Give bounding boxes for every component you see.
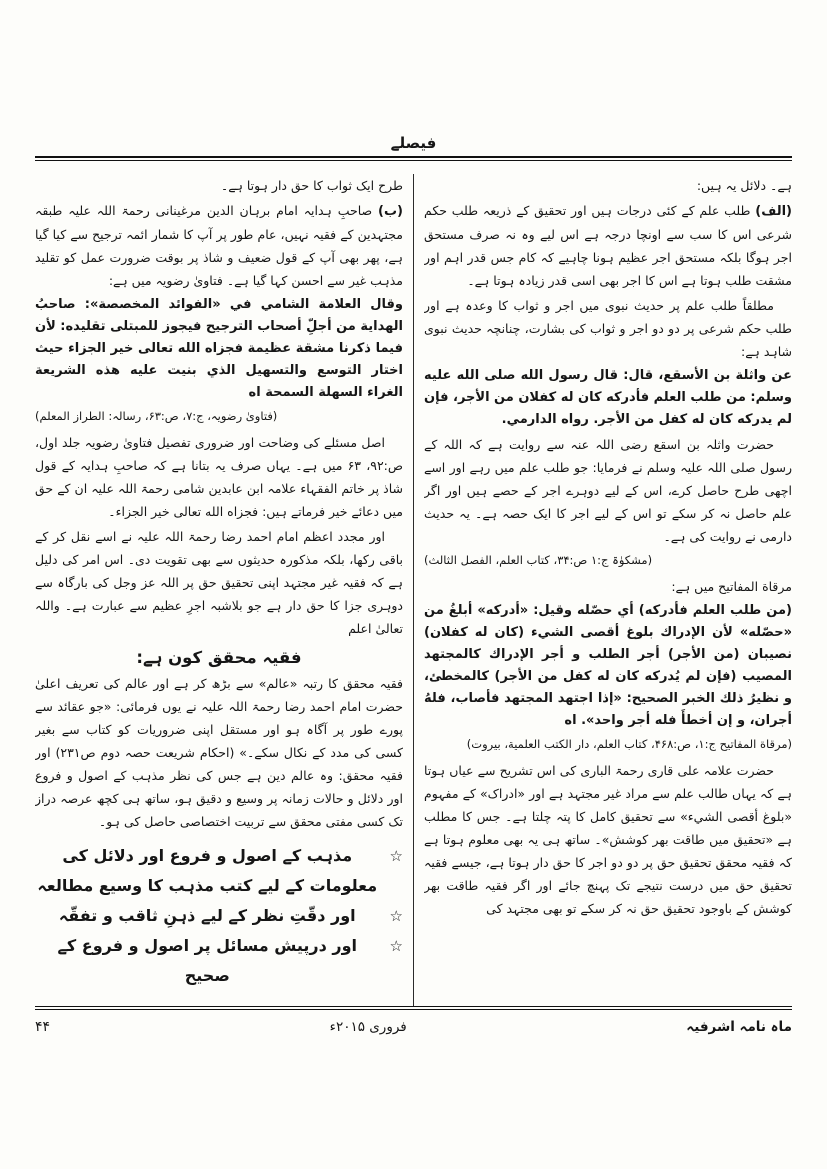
intro-line: ہے۔ دلائل یہ ہیں: [696, 178, 792, 193]
para-alif-text: طلب علم کے کئی درجات ہیں اور تحقیق کے ذریعہ طلب حکم شرعی اس کا سب سے اونچا درجہ ہے اس لیے وہ نہ صرف مستحق اجر ہوگا بلکہ مستحق اجر عظیم ہونا چاہیے کہ کام جس قدر اہم اور مشقت طلب ہوتا ہے اس کا اجر بھی اسی قدر زیادہ ہوتا ہے۔ [424, 203, 792, 288]
para-alif-label: (الف) [755, 204, 792, 219]
para-be-text: صاحبِ ہدایہ امام برہان الدین مرغینانی رحمۃ اللہ علیہ طبقہ مجتہدین کے فقیہ نہیں، عام طور پر آپ کا شمار ائمہ ترجیح سے کیا گیا ہے، پھر بھی آپ کے قول ضعیف و شاذ پر بوقت ضرورت عمل کو تقلید مذہب غیر سے احسن کہا گیا ہے۔ فتاویٰ رضویہ میں ہے: [35, 203, 403, 288]
footer-row [35, 1019, 792, 1035]
page-number: ۴۴ [35, 1019, 51, 1035]
issue-date: فروری ۲۰۱۵ء [329, 1019, 407, 1035]
magazine-name: ماہ نامہ اشرفیہ [686, 1019, 792, 1035]
shami-reference: (فتاویٰ رضویہ، ج:۷، ص:۶۳، رسالہ: الطراز المعلم) [35, 409, 278, 423]
footer-divider-rule [35, 1006, 792, 1010]
hadith-reference: (مشکوٰۃ ج:۱ ص:۳۴، کتاب العلم، الفصل الثالث) [424, 553, 653, 567]
para-be-label: (ب) [378, 204, 403, 219]
star-icon: ☆ [389, 907, 403, 925]
left-column [35, 174, 403, 1007]
mirqat-arabic: (من طلب العلم فأدركه) أي حصّله وقيل: «أدركه» أبلغُ من «حصّله» لأن الإدراك بلوغ أقصى الشيء (كان له كفلان) نصيبان (من الأجر) أجر الطلب و أجر الإدراك كالمجتهد المصيب (فإن لم يُدركه كان له كفل من الأجر) كالمخطئ، و نظيرُ ذلك الخبر الصحيح: «إذا اجتهد المجتهد فأصاب، فلهُ أجران، و إن أخطأَ فله أجر واحد». اه [424, 603, 792, 728]
explanation-paragraph-1: اصل مسئلے کی وضاحت اور ضروری تفصیل فتاویٰ رضویہ جلد اول، ص:۹۲، ۶۳ میں ہے۔ یہاں صرف یہ بتانا ہے کہ صاحبِ ہدایہ کے قول شاذ پر خاتم الفقہاء علامہ ابن عابدین شامی رحمۃ اللہ علیہ ان کے حق میں دعائے خیر فرماتے ہیں: فجزاه الله تعالى خير الجزاء۔ [35, 435, 403, 519]
para-be [35, 199, 403, 292]
faqih-definition: فقیہ محقق کا رتبہ «عالم» سے بڑھ کر ہے اور عالم کی تعریف اعلیٰ حضرت امام احمد رضا رحمۃ اللہ علیہ نے یوں فرمائی: «جو عقائد سے پورے طور پر آگاہ ہو اور مستقل اپنی ضروریات کو کتاب سے بغیر کسی کی مدد کے نکال سکے۔» (احکام شریعت حصہ دوم ص۲۳۱) اور فقیہ محقق: وہ عالم دین ہے جس کی نظر مذہب کے اصول و فروع اور دلائل و حالات زمانہ پر وسیع و دقیق ہو، ساتھ ہی کچھ عرصہ دراز تک کسی مفتی محقق سے تربیت اختصاصی حاصل کی ہو۔ [35, 676, 403, 829]
qari-commentary: حضرت علامہ علی قاری رحمۃ الباری کی اس تشریح سے عیاں ہوتا ہے کہ یہاں طالب علم سے مراد غیر مجتہد ہے اور «ادراک» کے مفہوم «بلوغ أقصى الشيء» سے تحقیق کامل کا پتہ چلتا ہے۔ جس کا مطلب ہے «تحقیق میں طاقت بھر کوشش»۔ ساتھ ہی یہ بھی معلوم ہوتا ہے کہ فقیہ محقق تحقیق حق پر دو دو اجر کا حق دار ہوتا ہے، جیسے فقیہ تحقیق حق میں درست نتیجے تک پہنچ جائے اور اگر فقیہ طاقت بھر کوشش کے باوجود تحقیق حق نہ کر سکے تو بھی مجتہد کی [424, 763, 792, 916]
star-icon: ☆ [389, 847, 403, 865]
mirqat-intro: مرقاة المفاتيح میں ہے: [671, 579, 792, 594]
explanation-paragraph-2: اور مجدد اعظم امام احمد رضا رحمۃ اللہ علیہ نے اسے نقل کر کے باقی رکھا، بلکہ مذکورہ حدیثوں سے بھی تقویت دی۔ اس امر کی دلیل ہے کہ فقیہ غیر مجتہد اپنی تحقیق حق پر اللہ عز وجل کی بارگاہ سے دوہری جزا کا حق دار ہے جو بلاشبہ اجرِ عظیم سے عبارت ہے۔ واللہ تعالیٰ اعلم [35, 529, 403, 636]
right-column [424, 174, 792, 1007]
section-heading-faqih-muhaqqiq: فقیہ محقق کون ہے: [136, 648, 302, 667]
column-divider-rule [413, 174, 414, 1007]
mirqat-reference: (مرقاة المفاتيح ج:۱، ص:۴۶۸، كتاب العلم، دار الكتب العلمية، بيروت) [466, 737, 792, 751]
continuation-line: طرح ایک ثواب کا حق دار ہوتا ہے۔ [220, 178, 403, 193]
hadith-intro: مطلقاً طلب علم پر حدیث نبوی میں اجر و ثواب کا وعدہ ہے اور طلب حکم شرعی پر دو دو اجر و ثواب کی بشارت، چنانچہ حدیث نبوی شاہد ہے: [424, 298, 792, 359]
star-icon: ☆ [389, 937, 403, 955]
star-list-item [35, 901, 403, 931]
star-bullet-list [35, 841, 403, 991]
star-item-text: اور درپیش مسائل پر اصول و فروع کے صحیح [57, 936, 357, 985]
page-title: فیصلے [390, 134, 437, 152]
star-item-text: مذہب کے اصول و فروع اور دلائل کی معلومات کے لیے کتب مذہب کا وسیع مطالعہ [37, 846, 378, 895]
page-header [35, 134, 792, 161]
para-alif [424, 199, 792, 292]
header-divider-rule [35, 156, 792, 161]
star-item-text: اور دقّتِ نظر کے لیے ذہنِ ثاقب و تفقّہ [58, 906, 356, 925]
hadith-translation: حضرت واثلہ بن اسقع رضی اللہ عنہ سے روایت ہے کہ اللہ کے رسول صلی اللہ علیہ وسلم نے فرمایا: جو طلب علم میں رہے اور اسے اچھی طرح حاصل کرے، اس کے لیے دوہرے اجر کے حصے ہیں اور اگر علم حاصل نہ کر سکے تو اس کے لیے اجر کا ایک حصہ ہے۔ یہ حدیث دارمی نے روایت کی ہے۔ [424, 437, 792, 544]
shami-arabic: وقال العلامة الشامي في «الفوائد المخصصة»: صاحبُ الهداية من أجلِّ أصحاب الترجيح فيجوز للمبتلى تقليده: لأن فيما ذكرنا مشقة عظيمة فجزاه الله تعالى خير الجزاء حيث اختار التوسع والتسهيل الذي بنيت عليه هذه الشريعة الغراء السهلة السمحة اه [35, 297, 403, 400]
star-list-item [35, 841, 403, 901]
content-columns [35, 174, 792, 1007]
star-list-item [35, 931, 403, 991]
page-footer [35, 1006, 792, 1035]
hadith-arabic: عن واثلة بن الأسقع، قال: قال رسول الله صلى الله عليه وسلم: من طلب العلم فأدركه كان له كفلان من الأجر، فإن لم يدركه كان له كفل من الأجر. رواه الدارمي. [424, 368, 792, 427]
